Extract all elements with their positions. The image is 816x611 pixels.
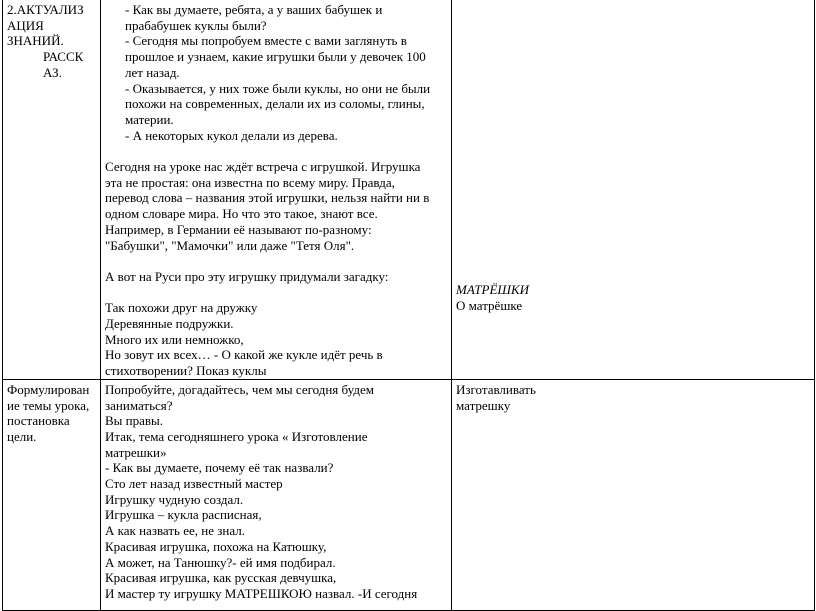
text-line: - А некоторых кукол делали из дерева. xyxy=(125,127,338,143)
stage-line: ие темы урока, xyxy=(7,397,90,413)
text-line: Попробуйте, догадайтесь, чем мы сегодня будем xyxy=(105,381,374,397)
table-row-actualization xyxy=(3,0,815,379)
teacher-activity-cell xyxy=(101,0,452,379)
text-line: "Бабушки", "Мамочки" или даже "Тетя Оля". xyxy=(105,237,355,253)
student-answer: Изготавливать xyxy=(456,381,536,397)
poem-line: А как назвать ее, не знал. xyxy=(105,523,245,539)
text-line: Например, в Германии её называют по-разному: xyxy=(105,221,372,237)
stage-line: цели. xyxy=(7,428,37,444)
text-line: перевод слова – названия этой игрушки, нельзя найти ни в xyxy=(105,190,430,206)
stage-cell xyxy=(3,379,101,610)
student-answer: матрешку xyxy=(456,397,511,413)
text-line: прошлое и узнаем, какие игрушки были у девочек 100 xyxy=(125,49,426,65)
poem-line: Игрушку чудную создал. xyxy=(105,491,244,507)
text-line: - Как вы думаете, ребята, а у ваших бабушек и xyxy=(125,2,383,17)
text-line: Сегодня на уроке нас ждёт встреча с игрушкой. Игрушка xyxy=(105,159,421,175)
student-answer: МАТРЁШКИ xyxy=(456,282,529,297)
stage-line: Формулирован xyxy=(7,381,90,397)
poem-line: Красивая игрушка, как русская девчушка, xyxy=(105,570,337,586)
teacher-activity-cell xyxy=(101,379,452,610)
riddle-line: Но зовут их всех… - О какой же кукле идёт речь в xyxy=(105,347,383,363)
text-line: заниматься? xyxy=(105,397,173,413)
text-line: эта не простая: она известна по всему миру. Правда, xyxy=(105,174,395,190)
text-line: матрешки» xyxy=(105,444,167,460)
poem-line: И мастер ту игрушку МАТРЕШКОЮ назвал. -И сегодня xyxy=(105,585,418,601)
student-note: О матрёшке xyxy=(456,297,523,313)
stage-cell xyxy=(3,0,101,379)
riddle-line: Деревянные подружки. xyxy=(105,316,234,332)
riddle-line: Так похожи друг на дружку xyxy=(105,300,258,316)
text-line: А вот на Руси про эту игрушку придумали загадку: xyxy=(105,268,389,284)
text-line: - Сегодня мы попробуем вместе с вами заглянуть в xyxy=(125,33,407,49)
text-line: Вы правы. xyxy=(105,413,164,429)
stage-line: АЗ. xyxy=(43,64,62,80)
lesson-plan-table xyxy=(2,0,815,611)
riddle-line: Много их или немножко, xyxy=(105,331,244,347)
stage-line: 2.АКТУАЛИЗ xyxy=(7,2,84,17)
student-activity-cell xyxy=(452,0,815,379)
stage-line: ЗНАНИЙ. xyxy=(7,33,64,49)
text-line: прабабушек куклы были? xyxy=(125,17,267,33)
text-line: Итак, тема сегодняшнего урока « Изготовление xyxy=(105,428,368,444)
text-line: лет назад. xyxy=(125,64,180,80)
poem-line: А может, на Танюшку?- ей имя подбирал. xyxy=(105,554,336,570)
table-row-goal-setting xyxy=(3,379,815,610)
text-line: одном словаре мира. Но что это такое, знают все. xyxy=(105,206,378,222)
text-line: - Как вы думаете, почему её так назвали? xyxy=(105,460,334,476)
riddle-line: стихотворении? Показ куклы xyxy=(105,363,267,379)
stage-line: РАССК xyxy=(43,49,84,65)
poem-line: Игрушка – кукла расписная, xyxy=(105,507,262,523)
stage-line: постановка xyxy=(7,413,70,429)
text-line: - Оказывается, у них тоже были куклы, но они не были xyxy=(125,80,431,96)
text-line: материи. xyxy=(125,111,174,127)
text-line: похожи на современных, делали их из соломы, глины, xyxy=(125,96,425,112)
stage-line: АЦИЯ xyxy=(7,17,44,33)
poem-line: Красивая игрушка, похожа на Катюшку, xyxy=(105,538,327,554)
student-activity-cell xyxy=(452,379,815,610)
poem-line: Сто лет назад известный мастер xyxy=(105,476,283,492)
